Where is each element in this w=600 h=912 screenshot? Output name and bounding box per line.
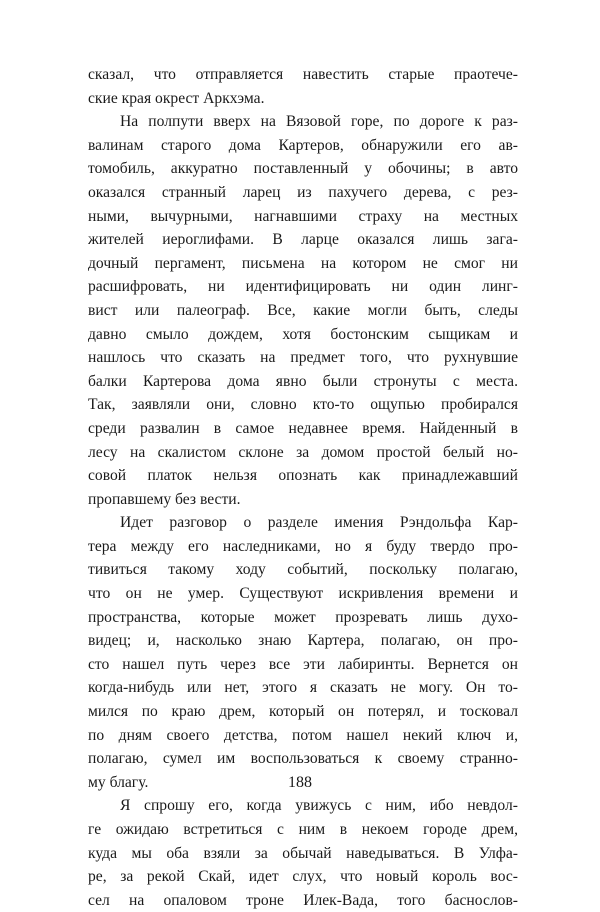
text-line: валинам старого дома Картеров, обнаружили его ав- xyxy=(88,136,518,154)
text-line: сел на опаловом троне Илек-Вада, того баснослов- xyxy=(88,891,518,909)
text-line: пропавшему без вести. xyxy=(88,490,241,508)
text-line: что он не умер. Существуют искривления времени и xyxy=(88,585,518,603)
text-line: тера между его наследниками, но я буду твердо про- xyxy=(88,537,518,555)
text-line: ре, за рекой Скай, идет слух, что новый король вос- xyxy=(88,868,518,886)
text-line: тивиться такому ходу событий, поскольку полагаю, xyxy=(88,561,518,579)
text-line: ными, вычурными, нагнавшими страху на местных xyxy=(88,207,518,225)
text-line: Идет разговор о разделе имения Рэндольфа Кар- xyxy=(120,514,518,532)
text-line: полагаю, сумел им воспользоваться к своему странно- xyxy=(88,750,518,768)
text-line: сто нашел путь через все эти лабиринты. Вернется он xyxy=(88,655,518,673)
text-line: лесу на скалистом склоне за домом простой белый но- xyxy=(88,443,518,461)
paragraph xyxy=(88,794,518,912)
text-line: когда-нибудь или нет, этого я сказать не могу. Он то- xyxy=(88,679,518,697)
text-line: томобиль, аккуратно поставленный у обочины; в авто xyxy=(88,160,518,178)
text-line: пространства, которые может прозревать лишь духо- xyxy=(88,608,518,626)
text-line: му благу. xyxy=(88,773,149,791)
text-line: сказал, что отправляется навестить старые праотече- xyxy=(88,66,518,83)
text-line: среди развалин в самое недавнее время. Найденный в xyxy=(88,419,518,437)
text-line: совой платок нельзя опознать как принадлежавший xyxy=(88,467,518,485)
text-line: ге ожидаю встретиться с ним в некоем городе дрем, xyxy=(88,821,518,838)
text-line: Я спрошу его, когда увижусь с ним, ибо невдол- xyxy=(120,797,518,815)
text-line: куда мы оба взяли за обычай наведываться. В Улфа- xyxy=(88,844,518,862)
text-line: вист или палеограф. Все, какие могли быть, следы xyxy=(88,301,518,319)
text-line: балки Картерова дома явно были стронуты с места. xyxy=(88,372,518,390)
paragraph xyxy=(88,63,518,110)
text-line: оказался странный ларец из пахучего дерева, с рез- xyxy=(88,183,518,201)
text-line: ские края окрест Аркхэма. xyxy=(88,89,265,107)
text-line: давно смыло дождем, хотя бостонским сыщикам и xyxy=(88,325,518,343)
text-line: жителей иероглифами. В ларце оказался лишь зага- xyxy=(88,231,518,249)
text-line: мился по краю дрем, который он потерял, и тосковал xyxy=(88,703,518,721)
paragraph xyxy=(88,511,518,794)
text-line: по дням своего детства, потом нашел некий ключ и, xyxy=(88,726,518,744)
page-number: 188 xyxy=(288,774,312,791)
paragraph xyxy=(88,110,518,511)
text-line: расшифровать, ни идентифицировать ни один линг- xyxy=(88,278,518,296)
text-line: нашлось что сказать на предмет того, что рухнувшие xyxy=(88,349,518,367)
text-line: Так, заявляли они, словно кто-то ощупью пробирался xyxy=(88,396,518,414)
text-line: дочный пергамент, письмена на котором не смог ни xyxy=(88,254,518,272)
text-line: На полпути вверх на Вязовой горе, по дороге к раз- xyxy=(120,113,518,131)
text-line: видец; и, насколько знаю Картера, полагаю, он про- xyxy=(88,632,518,650)
